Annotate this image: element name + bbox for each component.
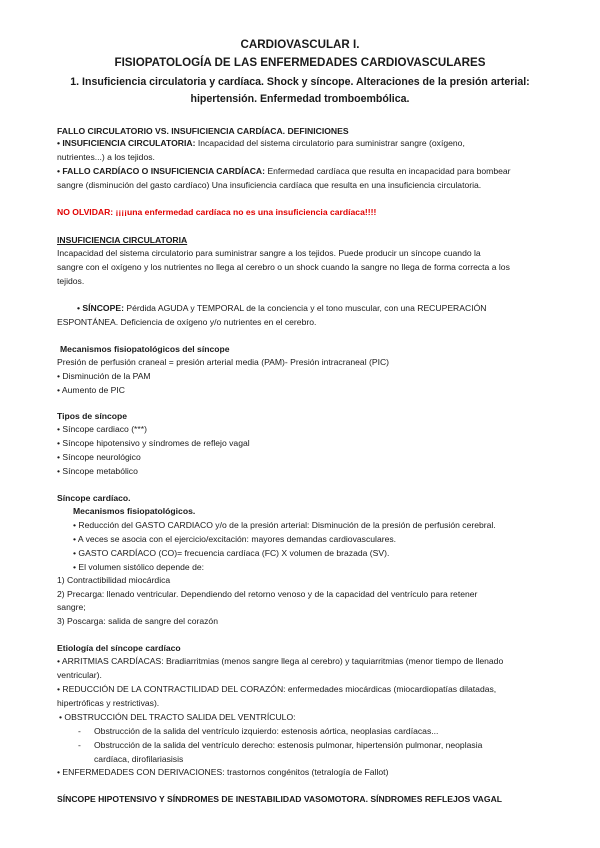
document-title: CARDIOVASCULAR I. — [240, 38, 360, 51]
cardiac-heading: Síncope cardíaco. — [57, 493, 131, 503]
list-item: • ARRITMIAS CARDÍACAS: Bradiarritmias (menos sangre llega al cerebro) y taquiarritmias (menor tiempo de llenado — [57, 656, 504, 666]
ic-text: Incapacidad del sistema circulatorio para suministrar sangre (oxígeno, — [195, 138, 465, 148]
reminder-note: NO OLVIDAR: ¡¡¡¡una enfermedad cardíaca no es una insuficiencia cardíaca!!!! — [57, 207, 377, 217]
etiology-heading: Etiología del síncope cardíaco — [57, 643, 181, 653]
list-item-cont: cardíaca, dirofilariasisis — [94, 754, 184, 764]
dash-bullet: - — [78, 726, 81, 736]
list-item: Obstrucción de la salida del ventrículo derecho: estenosis pulmonar, hipertensión pulmonar, neoplasia — [94, 740, 483, 750]
definitions-heading: FALLO CIRCULATORIO VS. INSUFICIENCIA CARDÍACA. DEFINICIONES — [57, 126, 349, 136]
circulatory-line-1: Incapacidad del sistema circulatorio para suministrar sangre a los tejidos. Puede producir un síncope cuando la — [57, 248, 481, 258]
mechanisms-heading: Mecanismos fisiopatológicos del síncope — [60, 344, 230, 354]
topic-line-2: hipertensión. Enfermedad tromboembólica. — [190, 93, 410, 105]
list-item: 1) Contractibilidad miocárdica — [57, 575, 171, 585]
list-item: • Síncope neurológico — [57, 452, 141, 462]
circulatory-line-2: sangre con el oxígeno y los nutrientes no llega al cerebro o un shock cuando la sangre no llega de forma correcta a los — [57, 262, 510, 272]
circulatory-heading: INSUFICIENCIA CIRCULATORIA — [57, 235, 188, 245]
list-item: 3) Poscarga: salida de sangre del corazón — [57, 616, 218, 626]
syncope-text: Pérdida AGUDA y TEMPORAL de la conciencia y el tono muscular, con una RECUPERACIÓN — [123, 303, 487, 313]
document-subtitle: FISIOPATOLOGÍA DE LAS ENFERMEDADES CARDIOVASCULARES — [114, 56, 486, 69]
circulatory-line-3: tejidos. — [57, 276, 85, 286]
dash-bullet: - — [78, 740, 81, 750]
fc-text-cont: sangre (disminución del gasto cardíaco) Una insuficiencia cardíaca que resulta en una insuficiencia circulatoria. — [57, 180, 482, 190]
fc-label: • FALLO CARDÍACO O INSUFICIENCIA CARDÍACA: — [57, 166, 265, 176]
list-item: • OBSTRUCCIÓN DEL TRACTO SALIDA DEL VENTRÍCULO: — [59, 712, 296, 722]
list-item-cont: hipertróficas y restrictivas). — [57, 698, 160, 708]
list-item-cont: ventricular). — [57, 670, 102, 680]
list-item: 2) Precarga: llenado ventricular. Dependiendo del retorno venoso y de la capacidad del ventrículo para retener — [57, 589, 478, 599]
list-item: • Reducción del GASTO CARDIACO y/o de la presión arterial: Disminución de la presión de perfusión cerebral. — [73, 520, 496, 530]
footer-heading: SÍNCOPE HIPOTENSIVO Y SÍNDROMES DE INESTABILIDAD VASOMOTORA. SÍNDROMES REFLEJOS VAGAL — [57, 794, 503, 804]
list-item: • El volumen sistólico depende de: — [73, 562, 205, 572]
topic-line-1: 1. Insuficiencia circulatoria y cardíaca. Shock y síncope. Alteraciones de la presión arterial: — [70, 76, 530, 88]
list-item: Obstrucción de la salida del ventrículo izquierdo: estenosis aórtica, neoplasias cardíacas... — [94, 726, 439, 736]
fc-text: Enfermedad cardíaca que resulta en incapacidad para bombear — [264, 166, 511, 176]
list-item-cont: sangre; — [57, 602, 86, 612]
ic-definition — [57, 137, 542, 150]
list-item: • Síncope cardiaco (***) — [57, 424, 147, 434]
list-item: • GASTO CARDÍACO (CO)= frecuencia cardíaca (FC) X volumen de brazada (SV). — [73, 548, 390, 558]
list-item: • Síncope hipotensivo y síndromes de reflejo vagal — [57, 438, 250, 448]
ic-label: • INSUFICIENCIA CIRCULATORIA: — [57, 138, 196, 148]
syncope-text-cont: ESPONTÁNEA. Deficiencia de oxígeno y/o nutrientes en el cerebro. — [57, 317, 317, 327]
ic-text-cont: nutrientes...) a los tejidos. — [57, 152, 155, 162]
list-item: • REDUCCIÓN DE LA CONTRACTILIDAD DEL CORAZÓN: enfermedades miocárdicas (miocardiopatías dilatadas, — [57, 684, 497, 694]
list-item: • A veces se asocia con el ejercicio/excitación: mayores demandas cardiovasculares. — [73, 534, 397, 544]
list-item: • ENFERMEDADES CON DERIVACIONES: trastornos congénitos (tetralogía de Fallot) — [57, 767, 389, 777]
list-item: • Síncope metabólico — [57, 466, 138, 476]
mechanisms-formula: Presión de perfusión craneal = presión arterial media (PAM)- Presión intracraneal (PIC) — [57, 357, 390, 367]
list-item: • Aumento de PIC — [57, 385, 125, 395]
cardiac-subheading: Mecanismos fisiopatológicos. — [73, 506, 196, 516]
types-heading: Tipos de síncope — [57, 411, 128, 421]
list-item: • Disminución de la PAM — [57, 371, 151, 381]
syncope-label: • SÍNCOPE: — [77, 303, 124, 313]
fc-definition — [57, 165, 542, 178]
syncope-definition — [77, 302, 542, 315]
